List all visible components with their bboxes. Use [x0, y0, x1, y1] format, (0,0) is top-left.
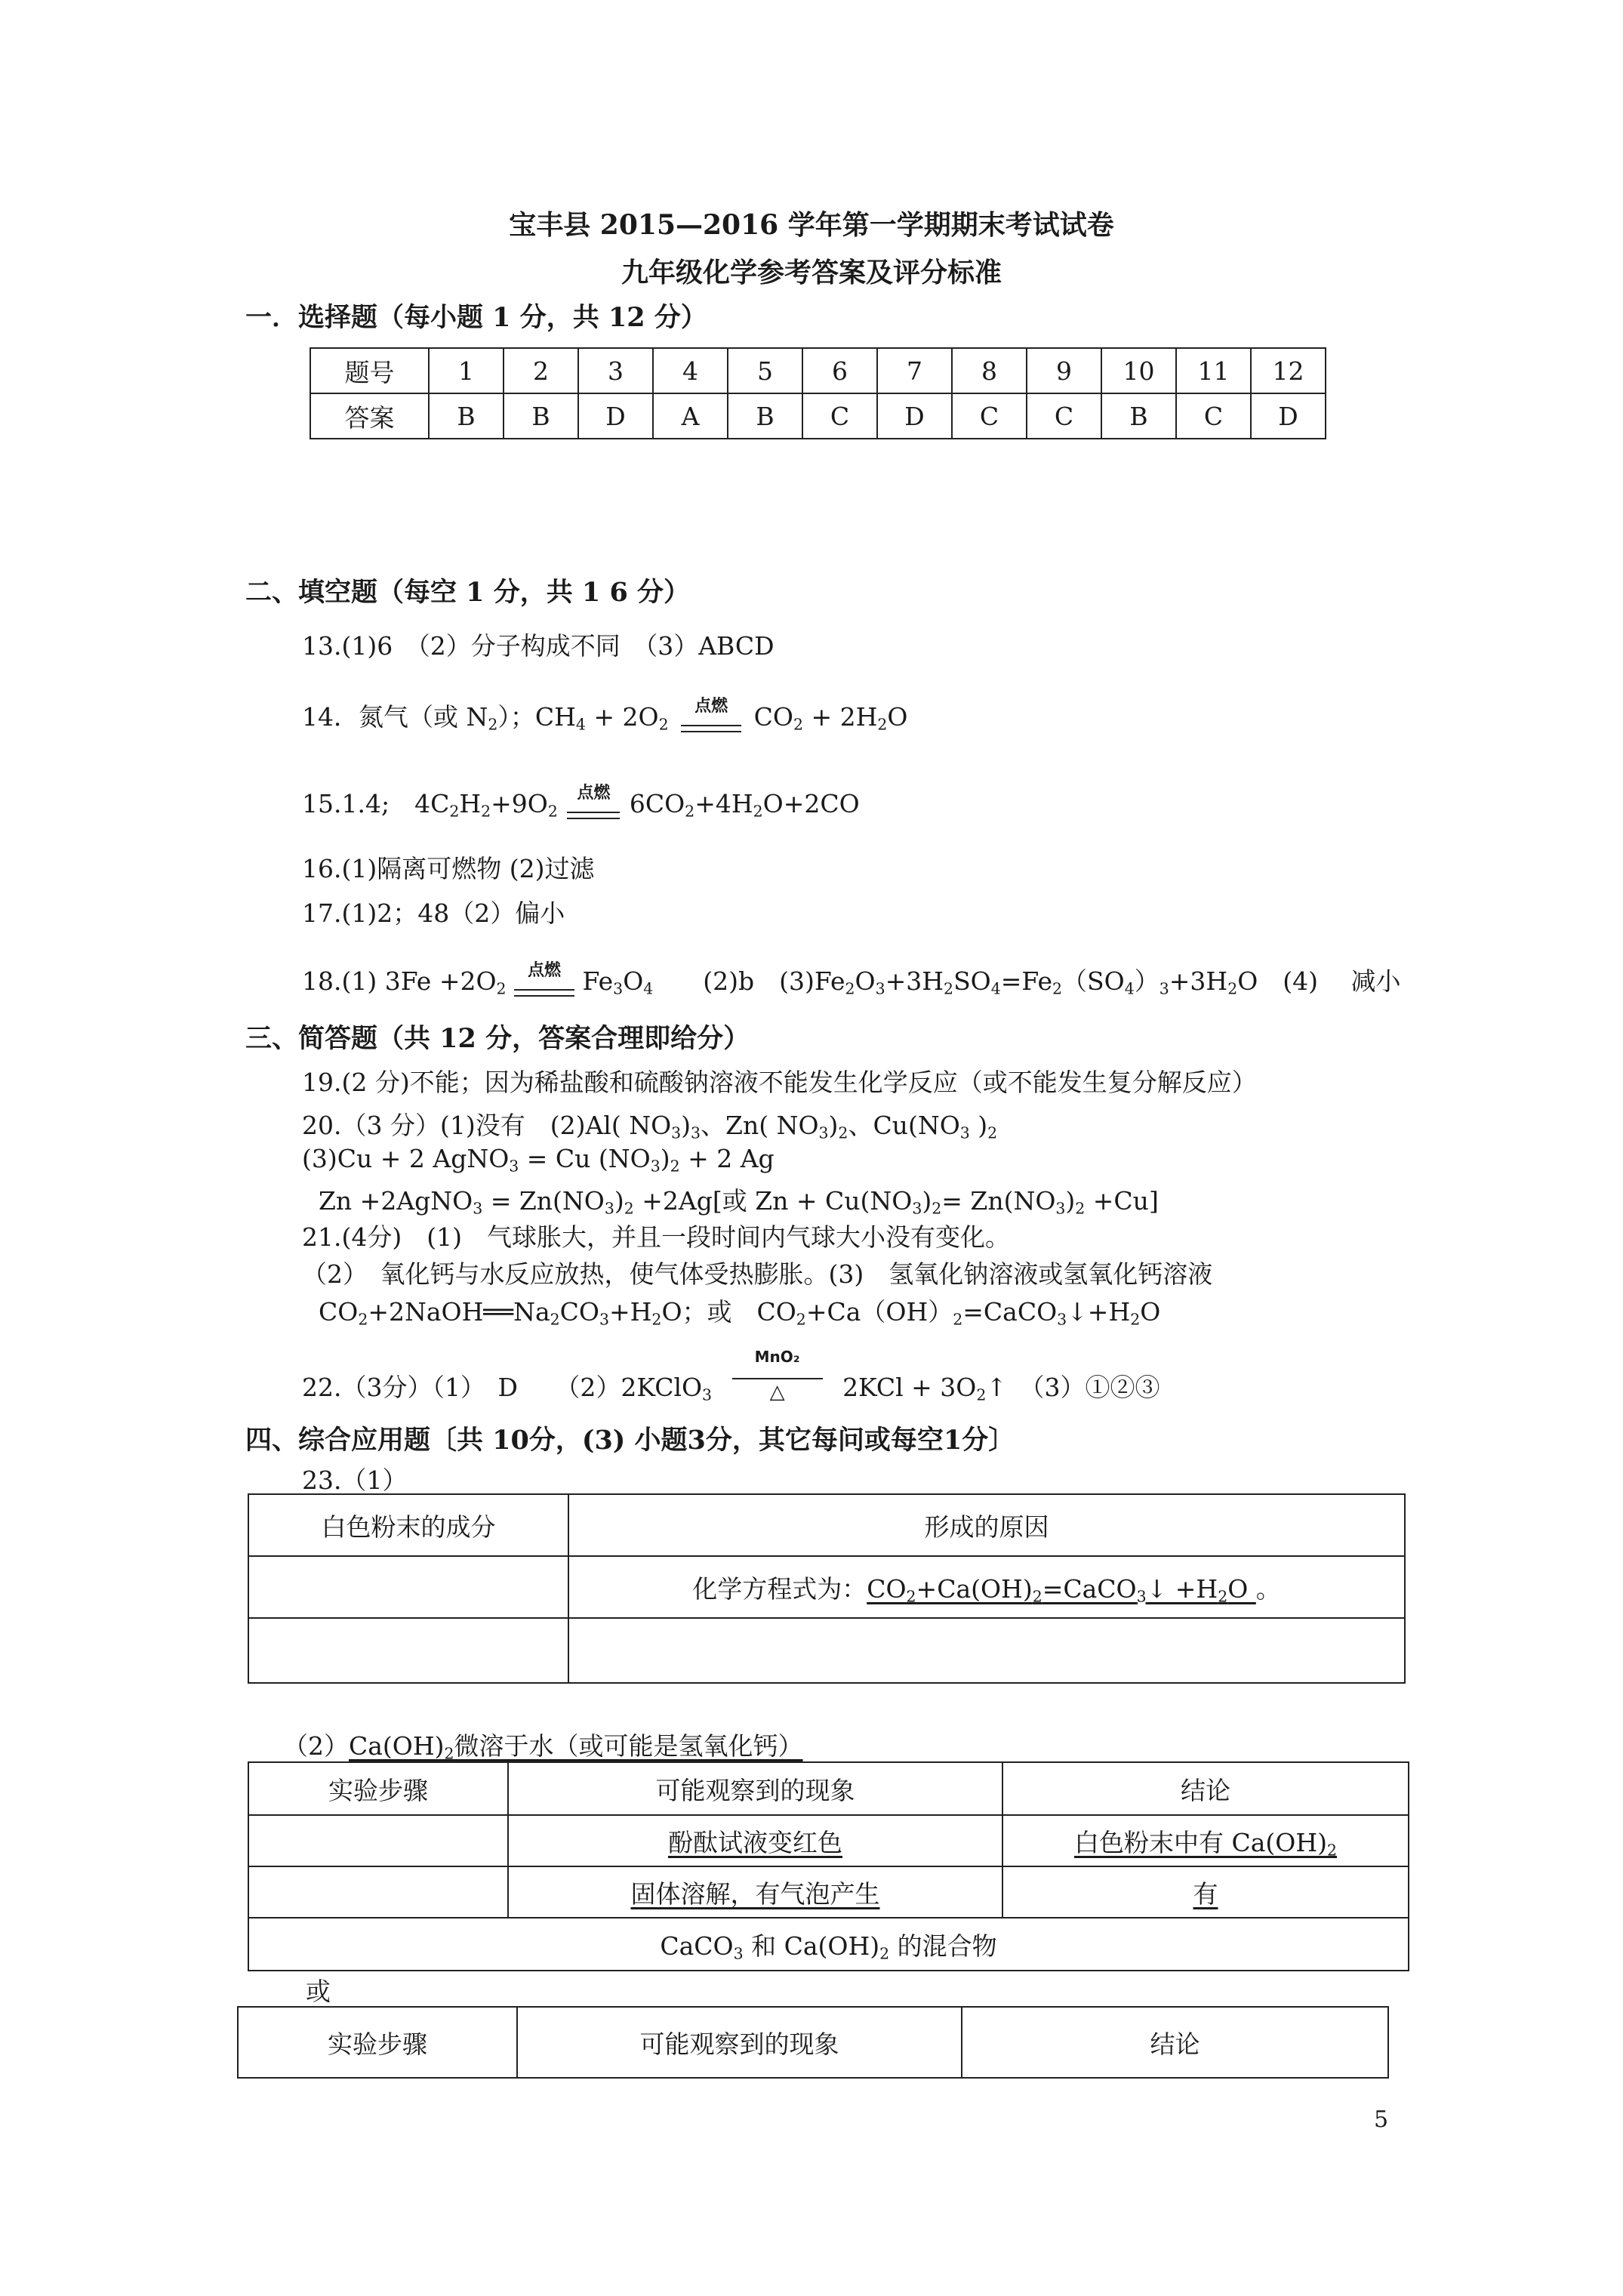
answer-13: 13.(1)6 （2）分子构成不同 （3）ABCD [302, 631, 775, 661]
or-label: 或 [306, 1977, 331, 2006]
answer-cell: D [1251, 393, 1326, 439]
header-cell: 可能观察到的现象 [508, 1762, 1002, 1815]
table-row [310, 393, 1326, 439]
answer-cell: B [429, 393, 504, 439]
question-number: 2 [504, 348, 578, 393]
table-cell [248, 1556, 568, 1618]
question-number: 4 [653, 348, 728, 393]
answer-cell: B [504, 393, 578, 439]
answer-22: 22.（3分）（1） D （2）2KClO$_3$ MnO₂ △ $2KCl + 3O_2↑$ （3）①②③ [302, 1363, 1160, 1416]
question-number: 8 [952, 348, 1027, 393]
question-number: 3 [578, 348, 653, 393]
header-cell: 结论 [1002, 1762, 1409, 1815]
answer-15: 15.1.4; $4C_2H_2+9O_2$ 点燃 $6CO_2+4H_2O+2CO$ [302, 783, 860, 828]
header-cell: 实验步骤 [248, 1762, 508, 1815]
table-row [248, 1918, 1409, 1971]
answer-cell: C [802, 393, 877, 439]
table-row [248, 1762, 1409, 1815]
answer-cell: D [877, 393, 952, 439]
header-cell: 形成的原因 [568, 1494, 1405, 1556]
table-23-1 [248, 1493, 1406, 1684]
answer-17: 17.(1)2；48（2）偏小 [302, 898, 565, 928]
answer-23-1: 23.（1） [302, 1465, 408, 1495]
table-row [248, 1815, 1409, 1866]
answer-cell: A [653, 393, 728, 439]
table-cell [248, 1866, 508, 1918]
section4-heading: 四、综合应用题〔共 10分，(3) 小题3分，其它每问或每空1分〕 [245, 1425, 1015, 1456]
header-cell: 可能观察到的现象 [517, 2007, 962, 2078]
question-number: 5 [728, 348, 802, 393]
section1-heading: 一．选择题（每小题 1 分，共 12 分） [245, 302, 707, 333]
answer-20-line1: 20.（3 分）(1)没有 (2)Al( $NO_3)_3$、Zn( $NO_3)_2$、$Cu(NO_3$ )$_2$ [302, 1111, 998, 1142]
answer-cell: D [578, 393, 653, 439]
question-number: 7 [877, 348, 952, 393]
question-number: 11 [1176, 348, 1251, 393]
question-number: 1 [429, 348, 504, 393]
table-row [310, 348, 1326, 393]
table-row [248, 1866, 1409, 1918]
table-cell: 有 [1002, 1866, 1409, 1918]
question-number: 6 [802, 348, 877, 393]
table-cell [568, 1618, 1405, 1683]
answer-18: 18.(1) $3Fe +2O_2$ 点燃 $Fe_3O_4$ (2)b $(3)Fe_2O_3+3H_2SO_4=Fe_2(SO_4)_3+3H_2O$ (4) 减小 [302, 960, 1401, 1006]
answer-cell: B [728, 393, 802, 439]
table-23-2 [248, 1761, 1409, 1971]
answer-cell: C [952, 393, 1027, 439]
header-cell: 实验步骤 [238, 2007, 517, 2078]
page-subtitle: 九年级化学参考答案及评分标准 [621, 257, 1002, 288]
section3-heading: 三、简答题（共 12 分，答案合理即给分） [245, 1023, 750, 1054]
answer-cell: C [1176, 393, 1251, 439]
header-cell: 结论 [962, 2007, 1388, 2078]
table-cell: CaCO$_3$ 和 $Ca(OH)_2$ 的混合物 [248, 1918, 1409, 1971]
reaction-condition: 点燃 [567, 783, 620, 828]
reaction-condition: 点燃 [514, 960, 574, 1006]
question-number: 9 [1027, 348, 1101, 393]
question-number: 10 [1101, 348, 1176, 393]
answer-20-line2: (3)Cu + 2 AgNO$_3$ = Cu $(NO_3)_2 + 2$ Ag [302, 1144, 775, 1176]
table-row [238, 2007, 1388, 2078]
answer-14: 14．氮气（或 $N_2$）；$CH_4 + 2O_2$ 点燃 $CO_2 + 2H_2O$ [302, 696, 907, 741]
page-title: 宝丰县 2015—2016 学年第一学期期末考试试卷 [509, 209, 1114, 241]
answer-19: 19.(2 分)不能；因为稀盐酸和硫酸钠溶液不能发生化学反应（或不能发生复分解反应） [302, 1068, 1257, 1097]
table-23-3 [237, 2006, 1389, 2079]
header-cell: 白色粉末的成分 [248, 1494, 568, 1556]
answer-20-line3: Zn +2AgNO$_3$ = $Zn(NO_3)_2 +2Ag$[或 $Zn + Cu(NO_3)_2= Zn(NO_3)_2 +Cu$] [319, 1186, 1159, 1218]
row-label: 题号 [310, 348, 429, 393]
table-cell [248, 1618, 568, 1683]
reaction-condition: 点燃 [681, 696, 741, 741]
table-cell: 化学方程式为：$CO_2+Ca(OH)_2=CaCO_3↓ +H_2O$ 。 [568, 1556, 1405, 1618]
table-row [248, 1556, 1405, 1618]
table-cell: 酚酞试液变红色 [508, 1815, 1002, 1866]
table-row [248, 1494, 1405, 1556]
answer-16: 16.(1)隔离可燃物 (2)过滤 [302, 854, 595, 883]
answer-21-line1: 21.(4分) (1) 气球胀大，并且一段时间内气球大小没有变化。 [302, 1222, 1010, 1252]
answer-21-line2: （2） 氧化钙与水反应放热，使气体受热膨胀。(3) 氢氧化钠溶液或氢氧化钙溶液 [302, 1259, 1213, 1289]
section2-heading: 二、填空题（每空 1 分，共 1 6 分） [245, 577, 690, 608]
answer-cell: B [1101, 393, 1176, 439]
reaction-condition: MnO₂ △ [732, 1363, 823, 1416]
answer-table [310, 347, 1326, 439]
table-cell: 固体溶解，有气泡产生 [508, 1866, 1002, 1918]
question-number: 12 [1251, 348, 1326, 393]
answer-23-2: $(2)Ca(OH)_2$微溶于水（或可能是氢氧化钙） [283, 1731, 803, 1763]
answer-21-line3: $CO_2+2NaOH══Na_2CO_3+H_2O$；或 $CO_2+Ca(OH)_2=CaCO_3↓+H_2O$ [319, 1297, 1161, 1329]
table-cell [248, 1815, 508, 1866]
table-row [248, 1618, 1405, 1683]
row-label: 答案 [310, 393, 429, 439]
table-cell: 白色粉末中有 $Ca(OH)_2$ [1002, 1815, 1409, 1866]
answer-cell: C [1027, 393, 1101, 439]
page-number: 5 [1374, 2106, 1389, 2133]
